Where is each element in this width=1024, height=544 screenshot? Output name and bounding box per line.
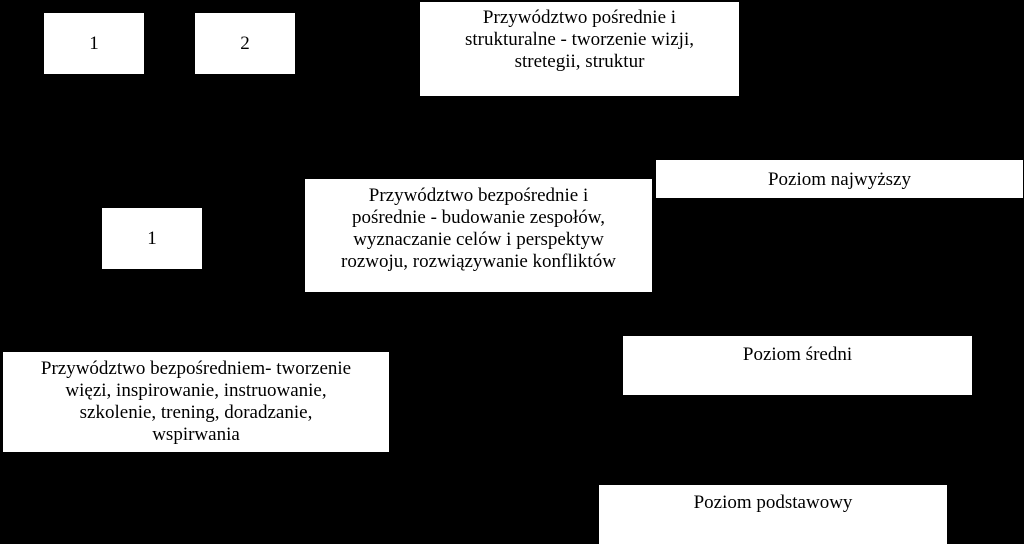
direct-indirect-leadership-line: wyznaczanie celów i perspektyw: [353, 229, 604, 250]
direct-leadership-box: [3, 352, 389, 452]
direct-and-indirect-leadership-box: [305, 179, 652, 292]
direct-indirect-leadership-line: pośrednie - budowanie zespołów,: [351, 207, 606, 228]
level-basic-label: Poziom podstawowy: [693, 492, 853, 513]
indirect-leadership-line: stretegii, struktur: [514, 51, 645, 72]
direct-leadership-line: szkolenie, trening, doradzanie,: [79, 402, 313, 423]
indirect-leadership-line: Przywództwo pośrednie i: [482, 7, 677, 28]
direct-indirect-leadership-line: Przywództwo bezpośrednie i: [368, 185, 589, 206]
number-box-1-middle: [102, 208, 202, 269]
direct-leadership-line: Przywództwo bezpośredniem- tworzenie: [40, 358, 352, 379]
level-highest-label: Poziom najwyższy: [767, 169, 911, 190]
indirect-leadership-line: strukturalne - tworzenie wizji,: [465, 29, 694, 50]
number-box-1-top: [44, 13, 144, 74]
number-box-2-top: [195, 13, 295, 74]
level-highest-box: [656, 160, 1023, 198]
level-middle-box: [623, 336, 972, 395]
level-middle-label: Poziom średni: [742, 344, 853, 365]
direct-indirect-leadership-line: rozwoju, rozwiązywanie konfliktów: [341, 251, 616, 272]
direct-leadership-line: wspirwania: [152, 424, 240, 445]
indirect-leadership-box: [420, 2, 739, 96]
level-basic-box: [599, 485, 947, 544]
number-label: 1: [89, 32, 99, 54]
number-label: 1: [147, 227, 157, 249]
direct-leadership-line: więzi, inspirowanie, instruowanie,: [65, 380, 327, 401]
number-label: 2: [240, 32, 250, 54]
